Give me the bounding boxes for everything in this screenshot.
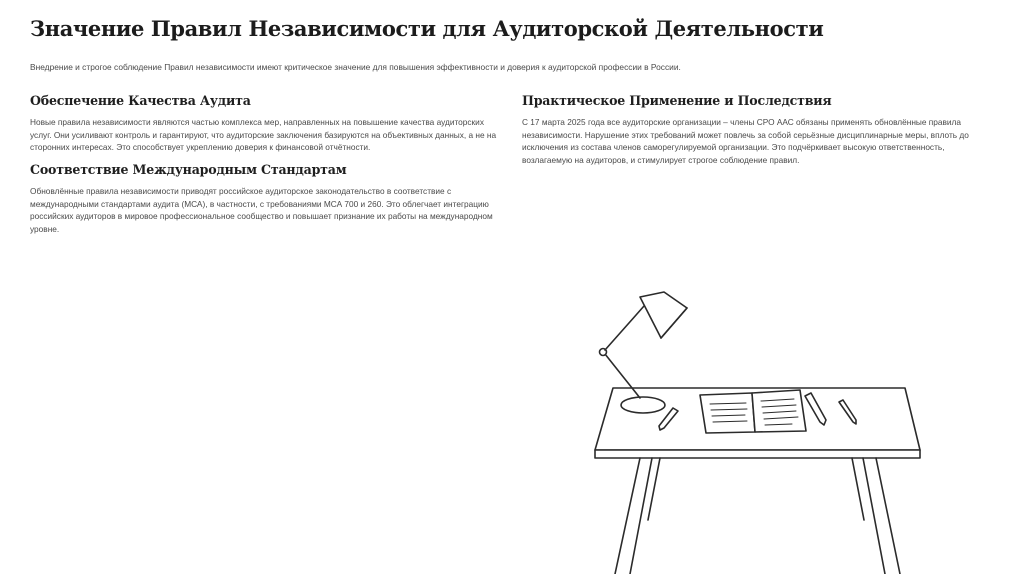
intro-text: Внедрение и строгое соблюдение Правил независимости имеют критическое значение для повышения эффективности и доверия к аудиторской профессии в России. — [30, 62, 681, 72]
section-audit-quality — [30, 93, 506, 154]
section-heading: Обеспечение Качества Аудита — [30, 93, 251, 108]
section-international-standards — [30, 162, 506, 235]
page-title: Значение Правил Независимости для Аудиторской Деятельности — [30, 16, 824, 41]
section-text: Обновлённые правила независимости приводят российское аудиторское законодательство в соответствие с международными стандартами аудита (МСА), в частности, с требованиями МСА 700 и 260. Это облегчает интеграцию российских аудиторов в мировое профессиональное сообщество и повышает признание их работы на международном уровне. — [30, 186, 493, 234]
section-practical-application — [522, 93, 992, 166]
section-heading: Практическое Применение и Последствия — [522, 93, 832, 108]
section-text: С 17 марта 2025 года все аудиторские организации – члены СРО ААС обязаны применять обновлённые правила независимости. Нарушение этих требований может повлечь за собой серьёзные дисциплинарные меры, вплоть до исключения из состава членов саморегулируемой организации. Это подчёркивает высокую ответственность, возлагаемую на аудиторов, и стимулирует строгое соблюдение правил. — [522, 117, 969, 165]
desk-illustration — [560, 280, 940, 574]
section-text: Новые правила независимости являются частью комплекса мер, направленных на повышение качества аудиторских услуг. Они усиливают контроль и гарантируют, что аудиторские заключения базируются на объективных данных, а не на сторонних интересах. Это способствует укреплению доверия к финансовой отчётности. — [30, 117, 497, 153]
section-heading: Соответствие Международным Стандартам — [30, 162, 347, 177]
open-book-icon — [700, 390, 806, 433]
